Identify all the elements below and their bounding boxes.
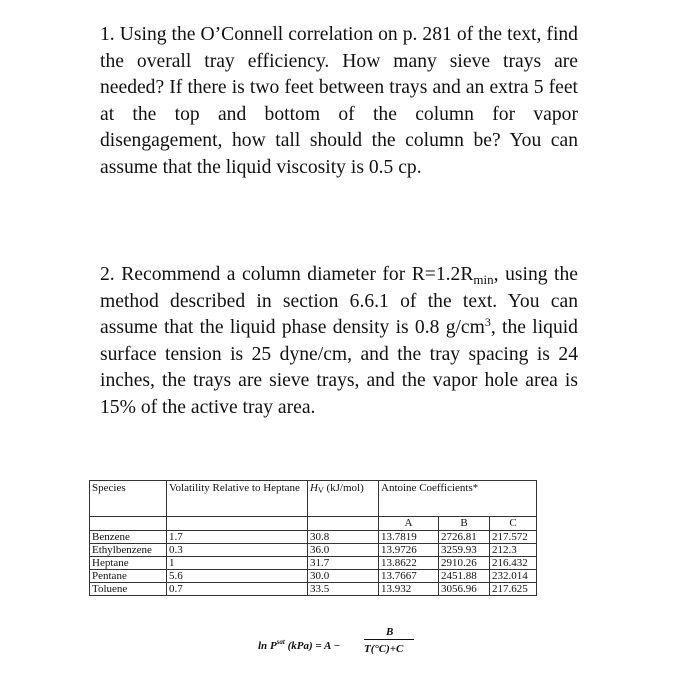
header-volatility: Volatility Relative to Heptane	[167, 481, 308, 517]
antoine-subheader-row	[90, 517, 537, 531]
cell-hv: 33.5	[308, 583, 379, 596]
cell-volatility: 0.3	[167, 544, 308, 557]
header-species: Species	[90, 481, 167, 517]
table-row	[90, 583, 537, 596]
equation-numerator: B	[386, 626, 394, 638]
header-hv-symbol: H	[310, 482, 318, 494]
cell-a: 13.9726	[379, 544, 439, 557]
table-header-row	[90, 481, 537, 495]
header-c: C	[490, 517, 537, 531]
equation-ln: ln	[258, 640, 270, 652]
fraction-bar	[364, 639, 414, 640]
cell-b: 2910.26	[439, 557, 490, 570]
cell-c: 232.014	[490, 570, 537, 583]
cell-b: 3056.96	[439, 583, 490, 596]
cell-c: 217.572	[490, 531, 537, 544]
superscript-3: 3	[484, 315, 491, 329]
question-2-text-c: , the liquid surface tension is 25 dyne/cm, and the tray spacing is 24 inches, the trays are sieve trays, and the vapor hole area is 15% of the active tray area.	[100, 317, 578, 418]
table-row	[90, 570, 537, 583]
header-hv-subscript: V	[317, 486, 324, 495]
cell-c: 217.625	[490, 583, 537, 596]
question-2-text-b: , using the method described in section 6.6.1 of the text. You can assume that the liquid phase density is 0.8 g/cm	[100, 264, 578, 338]
cell-volatility: 0.7	[167, 583, 308, 596]
cell-a: 13.7819	[379, 531, 439, 544]
cell-hv: 36.0	[308, 544, 379, 557]
subscript-min: min	[473, 272, 494, 287]
cell-c: 216.432	[490, 557, 537, 570]
header-a: A	[379, 517, 439, 531]
header-hv	[308, 481, 379, 517]
cell-b: 3259.93	[439, 544, 490, 557]
header-antoine: Antoine Coefficients*	[379, 481, 537, 495]
cell-c: 212.3	[490, 544, 537, 557]
cell-b: 2726.81	[439, 531, 490, 544]
equation-p: P	[269, 640, 277, 652]
question-2-number: 2.	[100, 264, 115, 285]
equation-denominator: T(°C)+C	[364, 643, 404, 655]
cell-a: 13.7667	[379, 570, 439, 583]
cell-a: 13.932	[379, 583, 439, 596]
equation-sat: sat	[276, 638, 285, 646]
cell-species: Pentane	[90, 570, 167, 583]
question-1-text: Using the O’Connell correlation on p. 281 of the text, find the overall tray efficiency. How many sieve trays are needed? If there is two feet between trays and an extra 5 feet at the top and bottom of the column for vapor disengagement, how tall should the column be? You can assume that the liquid viscosity is 0.5 cp.	[100, 24, 578, 178]
table-row	[90, 544, 537, 557]
equation-lhs-rest: (kPa) = A −	[287, 640, 341, 652]
cell-species: Benzene	[90, 531, 167, 544]
header-hv-unit: (kJ/mol)	[323, 482, 364, 494]
cell-b: 2451.88	[439, 570, 490, 583]
question-2-text-a: Recommend a column diameter for R=1.2R	[121, 264, 474, 285]
cell-a: 13.8622	[379, 557, 439, 570]
equation-lhs	[258, 640, 340, 652]
cell-species: Ethylbenzene	[90, 544, 167, 557]
cell-volatility: 1	[167, 557, 308, 570]
cell-hv: 30.8	[308, 531, 379, 544]
cell-species: Toluene	[90, 583, 167, 596]
cell-hv: 30.0	[308, 570, 379, 583]
cell-hv: 31.7	[308, 557, 379, 570]
cell-species: Heptane	[90, 557, 167, 570]
cell-volatility: 1.7	[167, 531, 308, 544]
species-data-table	[89, 480, 537, 596]
question-1	[100, 22, 578, 181]
cell-volatility: 5.6	[167, 570, 308, 583]
question-1-number: 1.	[100, 24, 115, 45]
table-row	[90, 557, 537, 570]
table-row	[90, 531, 537, 544]
question-2	[100, 262, 578, 421]
header-b: B	[439, 517, 490, 531]
